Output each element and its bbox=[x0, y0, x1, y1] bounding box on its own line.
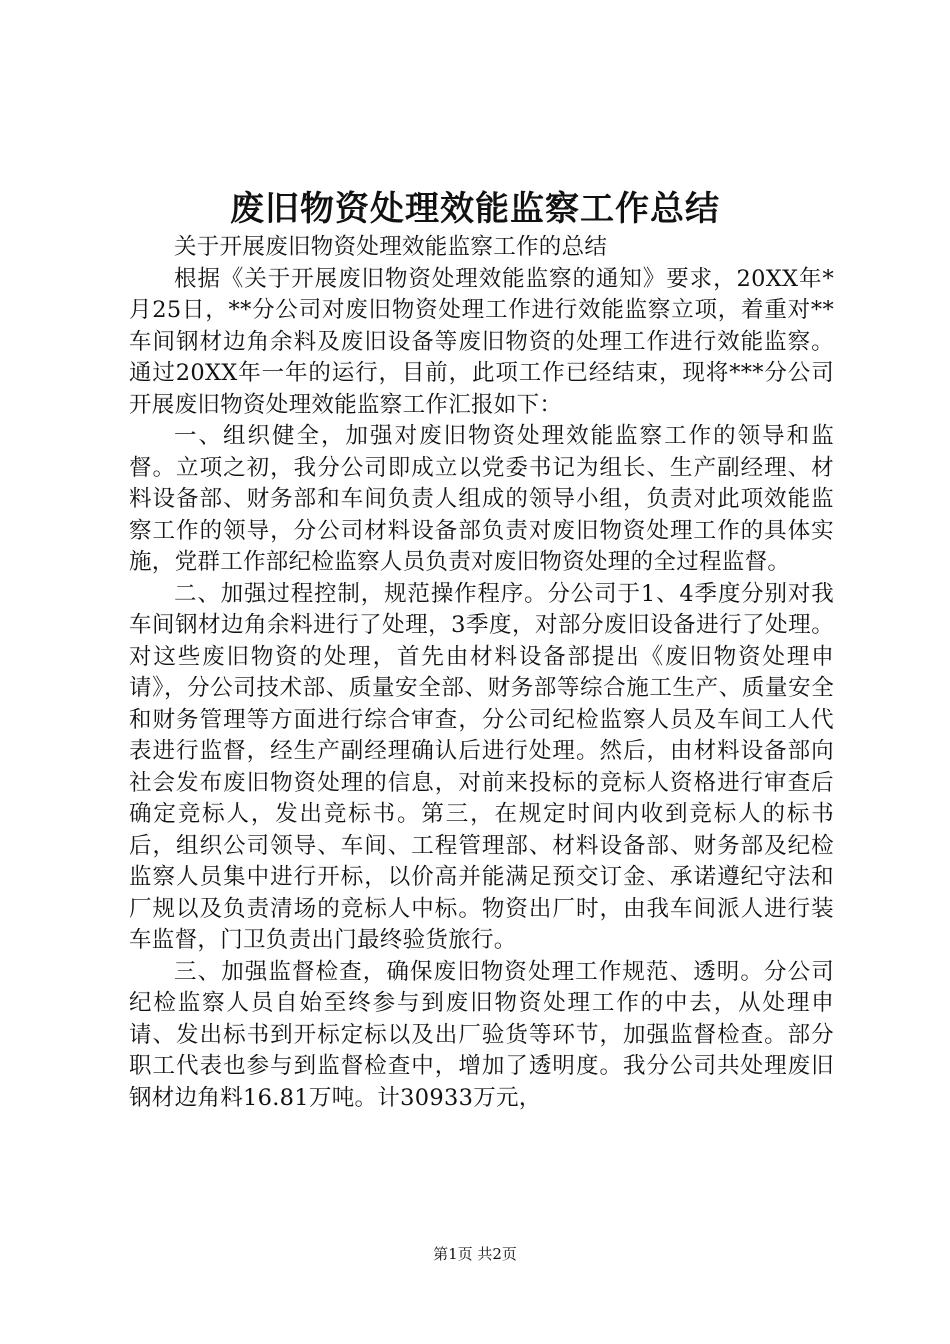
document-subtitle: 关于开展废旧物资处理效能监察工作的总结 bbox=[174, 234, 608, 260]
paragraph-section-3: 三、加强监督检查，确保废旧物资处理工作规范、透明。分公司纪检监察人员自始至终参与到废旧物资处理工作的中去，从处理申请、发出标书到开标定标以及出厂验货等环节，加强监督检查。部分职工代表也参与到监督检查中，增加了透明度。我分公司共处理废旧钢材边角料16.81万吨。计30933万元， bbox=[129, 958, 834, 1111]
document-title: 废旧物资处理效能监察工作总结 bbox=[230, 189, 720, 229]
document-body bbox=[129, 232, 834, 1114]
paragraph-section-1: 一、组织健全，加强对废旧物资处理效能监察工作的领导和监督。立项之初，我分公司即成立以党委书记为组长、生产副经理、材料设备部、财务部和车间负责人组成的领导小组，负责对此项效能监察工作的领导，分公司材料设备部负责对废旧物资处理工作的具体实施，党群工作部纪检监察人员负责对废旧物资处理的全过程监督。 bbox=[129, 423, 834, 575]
paragraph-intro: 根据《关于开展废旧物资处理效能监察的通知》要求，20XX年*月25日，**分公司对废旧物资处理工作进行效能监察立项，着重对**车间钢材边角余料及废旧设备等废旧物资的处理工作进行效能监察。通过20XX年一年的运行，目前，此项工作已经结束，现将***分公司开展废旧物资处理效能监察工作汇报如下： bbox=[129, 265, 834, 418]
paragraph-section-2: 二、加强过程控制，规范操作程序。分公司于1、4季度分别对我车间钢材边角余料进行了处理，3季度，对部分废旧设备进行了处理。对这些废旧物资的处理，首先由材料设备部提出《废旧物资处理申请》，分公司技术部、质量安全部、财务部等综合施工生产、质量安全和财务管理等方面进行综合审查，分公司纪检监察人员及车间工人代表进行监督，经生产副经理确认后进行处理。然后，由材料设备部向社会发布废旧物资处理的信息，对前来投标的竞标人资格进行审查后确定竞标人，发出竞标书。第三，在规定时间内收到竞标人的标书后，组织公司领导、车间、工程管理部、材料设备部、财务部及纪检监察人员集中进行开标，以价高并能满足预交订金、承诺遵纪守法和厂规以及负责清场的竞标人中标。物资出厂时，由我车间派人进行装车监督，门卫负责出门最终验货旅行。 bbox=[129, 580, 834, 953]
page-number-footer: 第1页 共2页 bbox=[433, 1245, 517, 1263]
